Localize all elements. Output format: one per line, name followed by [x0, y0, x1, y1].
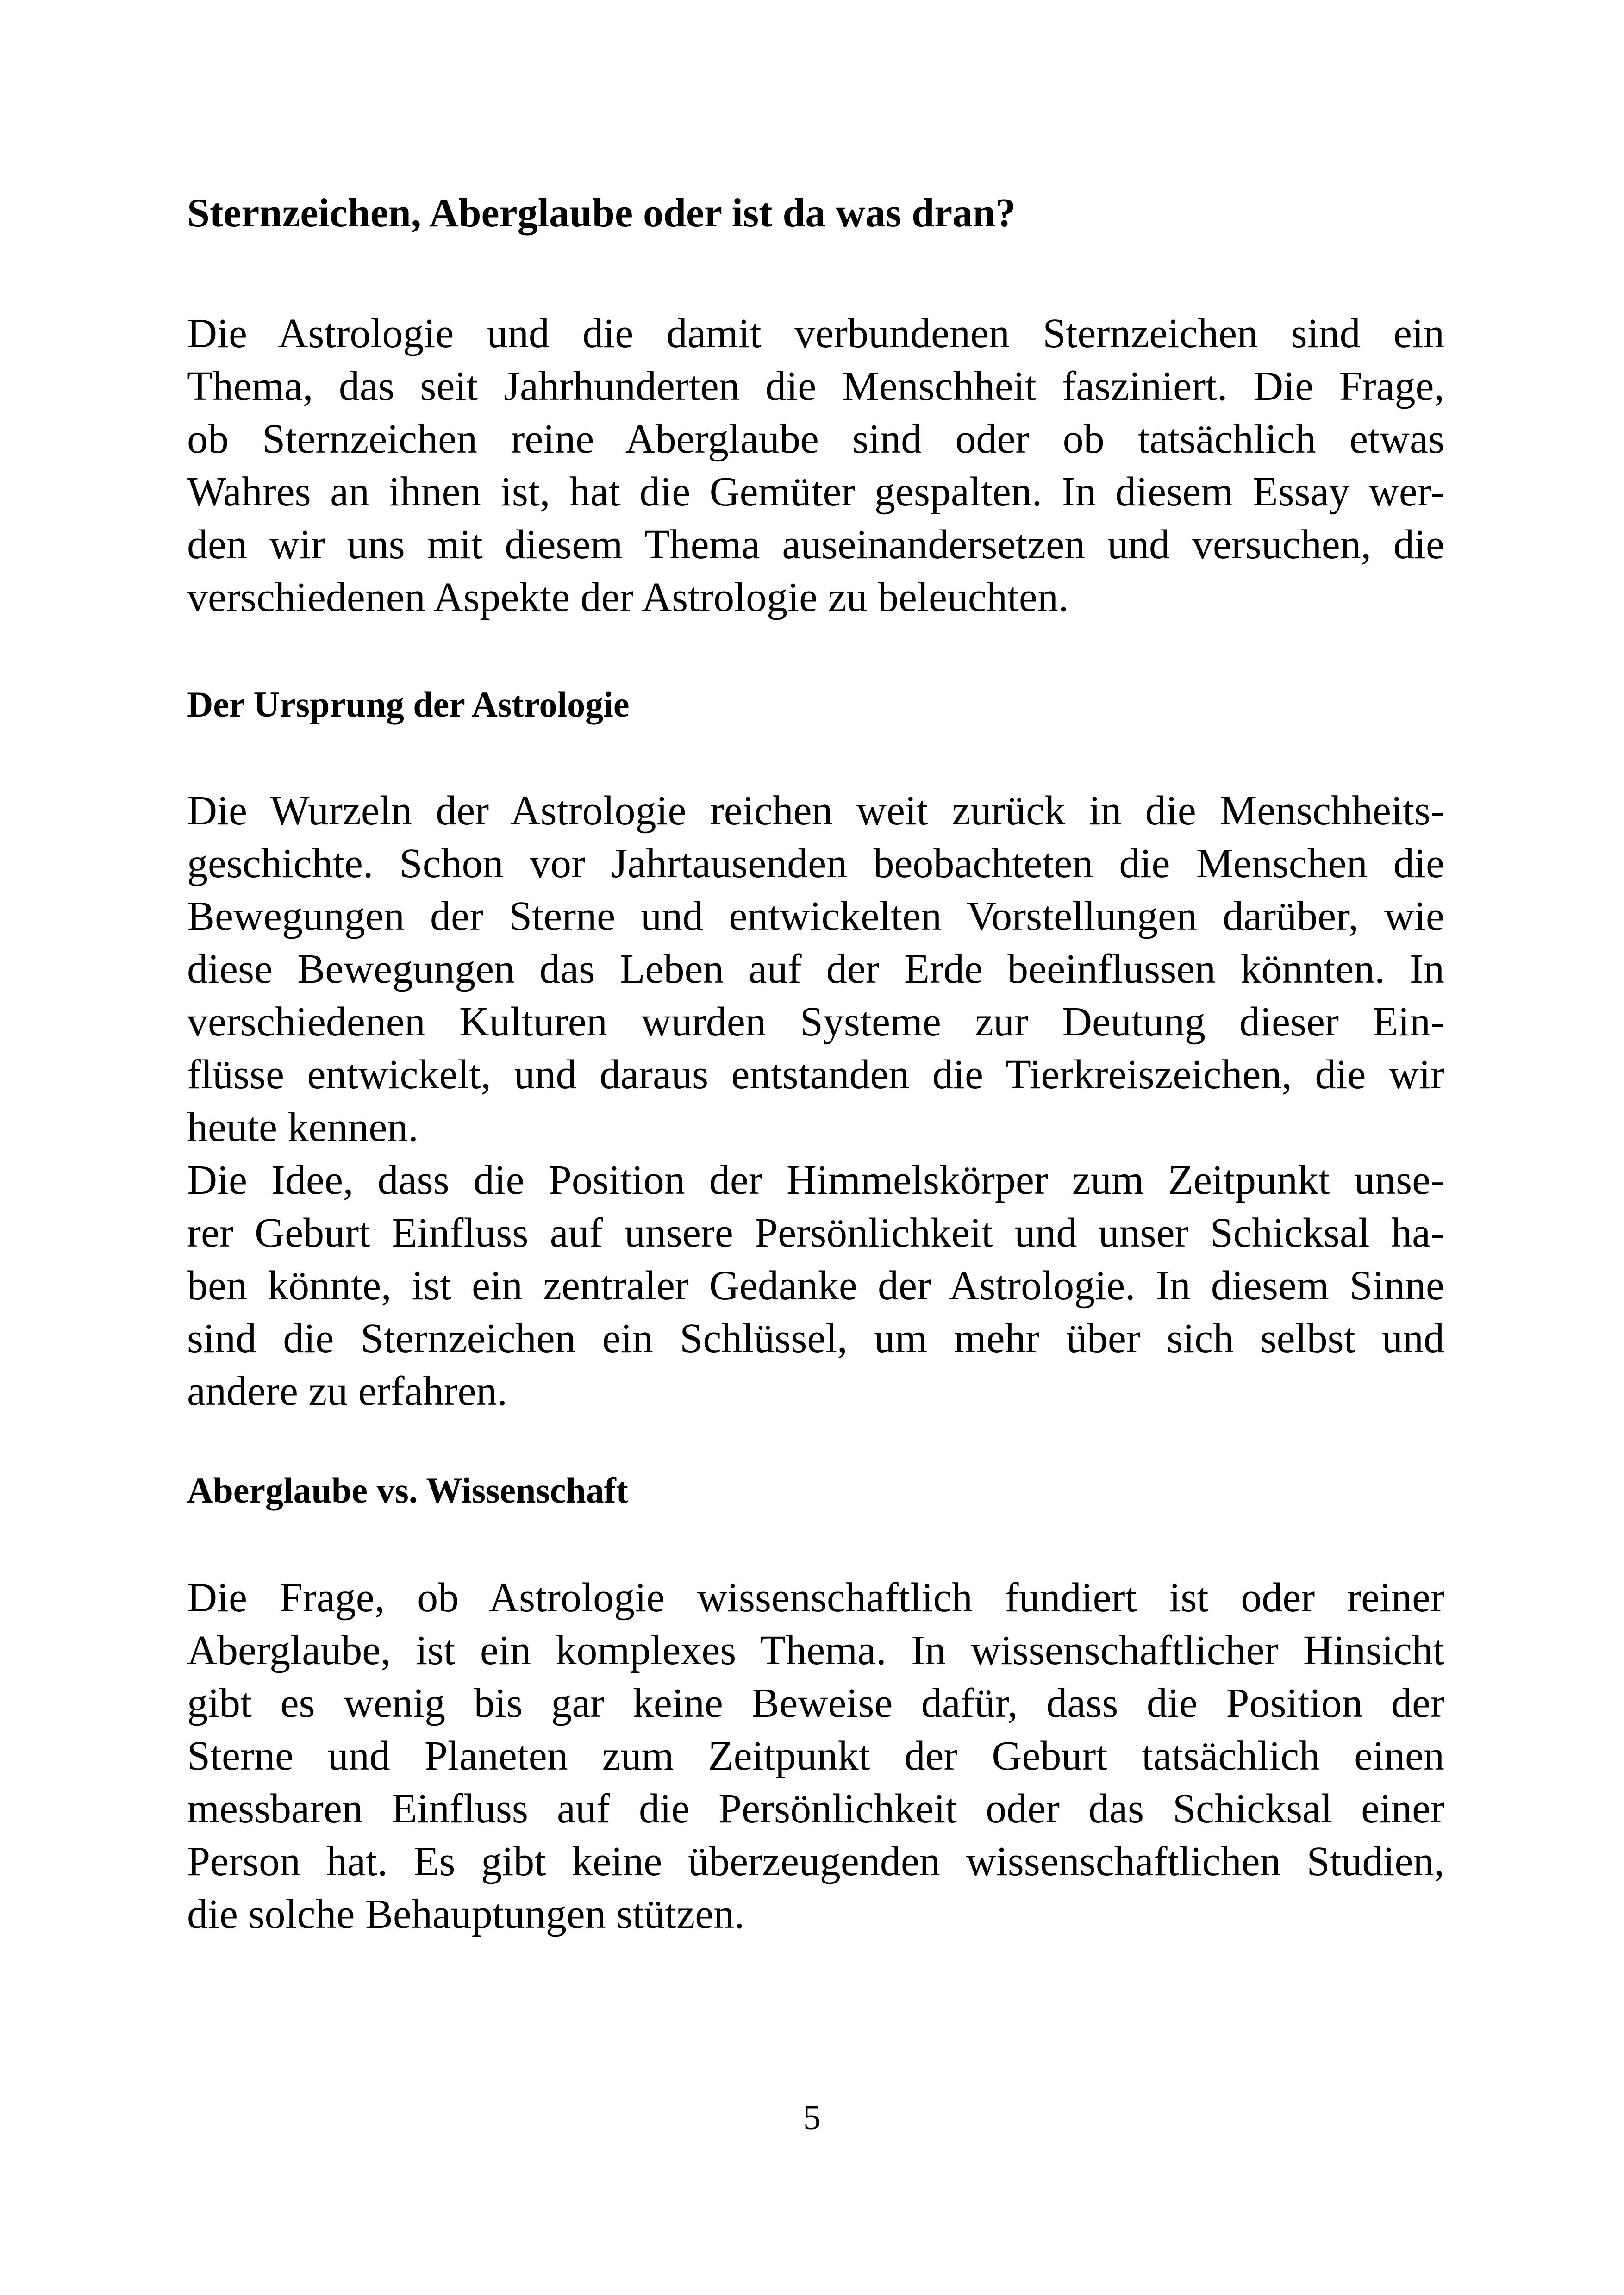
text-line: ob Sternzeichen reine Aberglaube sind oder ob tatsächlich etwas: [187, 416, 1444, 462]
text-line: Wahres an ihnen ist, hat die Gemüter gespalten. In diesem Essay wer-: [187, 469, 1444, 515]
text-line: heute kennen.: [187, 1104, 418, 1150]
section-heading-superstition-vs-science: Aberglaube vs. Wissenschaft: [187, 1470, 628, 1510]
page-number: 5: [803, 2098, 821, 2137]
text-line: Die Astrologie und die damit verbundenen Sternzeichen sind ein: [187, 311, 1444, 356]
text-line: den wir uns mit diesem Thema auseinandersetzen und versuchen, die: [187, 522, 1444, 568]
text-line: gibt es wenig bis gar keine Beweise dafür, dass die Position der: [187, 1680, 1444, 1726]
section-heading-origin: Der Ursprung der Astrologie: [187, 684, 630, 724]
science-paragraph-1: [187, 1572, 1444, 1941]
text-line: Thema, das seit Jahrhunderten die Menschheit fasziniert. Die Frage,: [187, 363, 1444, 409]
text-line: Die Frage, ob Astrologie wissenschaftlich fundiert ist oder reiner: [187, 1575, 1444, 1621]
text-line: Person hat. Es gibt keine überzeugenden wissenschaftlichen Studien,: [187, 1839, 1444, 1884]
text-line: flüsse entwickelt, und daraus entstanden die Tierkreiszeichen, die wir: [187, 1052, 1444, 1098]
origin-paragraph-1: [187, 785, 1444, 1154]
text-line: verschiedenen Aspekte der Astrologie zu beleuchten.: [187, 574, 1069, 620]
text-line: messbaren Einfluss auf die Persönlichkeit oder das Schicksal einer: [187, 1786, 1444, 1832]
text-line: Aberglaube, ist ein komplexes Thema. In wissenschaftlicher Hinsicht: [187, 1628, 1444, 1673]
text-line: ben könnte, ist ein zentraler Gedanke der Astrologie. In diesem Sinne: [187, 1263, 1444, 1309]
text-line: sind die Sternzeichen ein Schlüssel, um mehr über sich selbst und: [187, 1316, 1444, 1361]
text-line: die solche Behauptungen stützen.: [187, 1891, 745, 1937]
text-line: verschiedenen Kulturen wurden Systeme zur Deutung dieser Ein-: [187, 999, 1444, 1045]
text-line: Bewegungen der Sterne und entwickelten Vorstellungen darüber, wie: [187, 893, 1444, 939]
text-line: geschichte. Schon vor Jahrtausenden beobachteten die Menschen die: [187, 841, 1444, 886]
text-line: Sterne und Planeten zum Zeitpunkt der Geburt tatsächlich einen: [187, 1733, 1444, 1779]
page-title: Sternzeichen, Aberglaube oder ist da was dran?: [187, 191, 1016, 236]
intro-paragraph: [187, 307, 1444, 624]
text-line: Die Wurzeln der Astrologie reichen weit zurück in die Menschheits-: [187, 788, 1444, 834]
origin-paragraph-2: [187, 1154, 1444, 1418]
text-line: andere zu erfahren.: [187, 1368, 508, 1414]
text-line: diese Bewegungen das Leben auf der Erde beeinflussen könnten. In: [187, 946, 1444, 992]
text-line: rer Geburt Einfluss auf unsere Persönlichkeit und unser Schicksal ha-: [187, 1210, 1444, 1256]
text-line: Die Idee, dass die Position der Himmelskörper zum Zeitpunkt unse-: [187, 1157, 1444, 1203]
